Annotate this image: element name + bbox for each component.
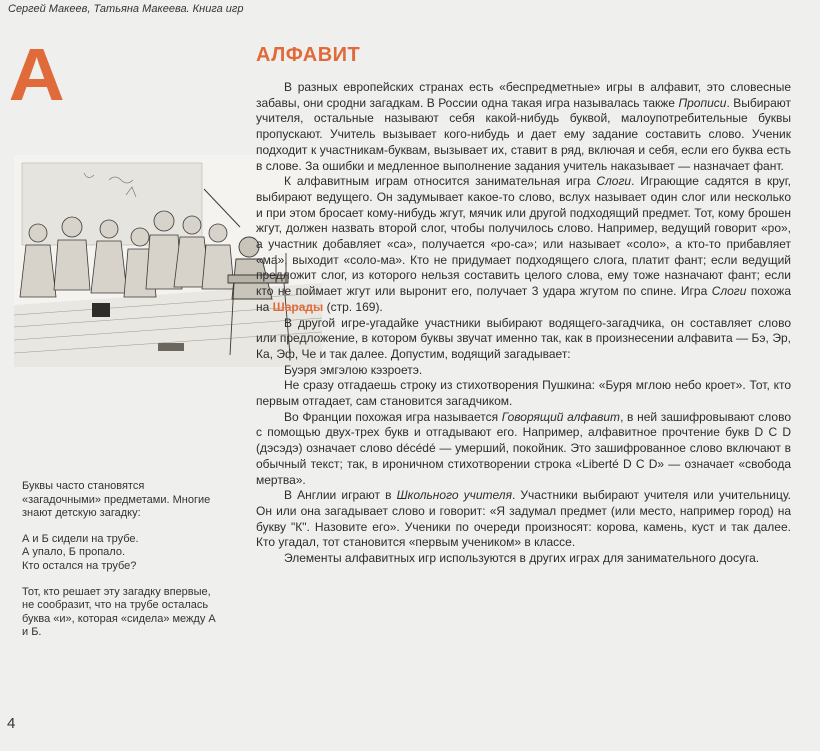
- paragraph: [256, 410, 791, 489]
- encoded-verse: Буэря эмгэлою кэзроетэ.: [284, 362, 423, 377]
- text: В разных европейских странах есть «беспредметные» игры в алфавит, это словесные забавы, они сродни загадкам. В России одна такая игра называлась также: [256, 80, 791, 110]
- emphasis: Слоги: [711, 284, 747, 299]
- text: . Выбирают учителя, остальные называют себя какой-нибудь буквой, малоупотребительные буквы пропускают. Учитель вызывает кого-нибудь и дает ему задание составить слово. Ученик подходит к участникам-буквам, вызывает их, ставит в ряд, включая и себя, если его буква есть в слове. За ошибки и медленное выполнение задания учитель наказывает — назначает фант.: [256, 95, 792, 173]
- text: В Англии играют в: [284, 488, 397, 503]
- emphasis: Школьного учителя: [396, 488, 512, 503]
- paragraph: [256, 488, 791, 551]
- riddle-line: А упало, Б пропало.: [22, 546, 125, 559]
- page-number: 4: [7, 715, 16, 732]
- riddle-line: А и Б сидели на трубе.: [22, 532, 139, 545]
- emphasis: Слоги: [596, 174, 632, 189]
- sidebar-intro: Буквы часто становятся «загадочными» предметами. Многие знают детскую загадку:: [22, 480, 211, 520]
- sidebar-outro: Тот, кто решает эту загадку впервые, не сообразит, что на трубе осталась буква «и», которая «сидела» между А и Б.: [22, 585, 216, 639]
- text: . Играющие садятся в круг, выбирают ведущего. Он задумывает какое-то слово, вслух называет один слог или несколько и при этом бросает кому-нибудь жгут, мячик или другой подходящий предмет. Тот, кому брошен жгут, должен назвать второй слог, чтобы получилось слово. Например, ведущий говорит «ро», а участник добавляет «са», получается «ро-са»; или называет «соло», а кто-то прибавляет «ма», выходит «соло-ма». Кто не придумает подходящего слога, платит фант; если ведущий предложит слог, из которого нельзя составить целого слова, ему тоже назначают фант; если кто не поймает жгут или выронит его, получает 3 удара жгутом по спине. Игра: [256, 174, 791, 299]
- riddle-line: Кто остался на трубе?: [22, 559, 137, 572]
- text: К алфавитным играм относится занимательная игра: [284, 174, 597, 189]
- paragraph: [256, 174, 791, 315]
- running-head: Сергей Макеев, Татьяна Макеева. Книга игр: [8, 3, 244, 15]
- emphasis: Говорящий алфавит: [501, 409, 621, 424]
- emphasis: Прописи: [678, 95, 727, 110]
- paragraph: В другой игре-угадайке участники выбирают водящего-загадчика, он составляет слово или предложение, в котором буквы звучат именно так, как в произнесении алфавита — Бэ, Эр, Ка, Эф, Че и так далее. Допустим, водящий загадывает:: [256, 315, 791, 361]
- text: похожа на: [256, 284, 791, 314]
- cross-reference-link[interactable]: Шарады: [272, 299, 324, 314]
- paragraph: Элементы алфавитных игр используются в других играх для занимательного досуга.: [284, 551, 760, 566]
- paragraph: [256, 80, 791, 174]
- text: , в ней зашифровывают слово с помощью двух-трех букв и отгадывают его. Например, алфавитное прочтение букв D C D (дэсэдэ) означает слово décédé — умерший, покойник. Это зашифрованное слово включают в обычный текст; так, в ироничном стихотворении строка «Liberté D C D» — означает «свобода мертва».: [256, 409, 791, 487]
- text: . Участники выбирают учителя или учительницу. Он или она загадывает слово и говорит: «Я задумал предмет (или место, например город) на букву "К". Назовите его». Ученики по очереди произносят: корова, камень, куст и так далее. Кто угадал, тот становится «первым учеником» в классе.: [256, 488, 791, 550]
- text: (стр. 169).: [323, 299, 383, 314]
- article-body: [256, 80, 791, 567]
- paragraph: Не сразу отгадаешь строку из стихотворения Пушкина: «Буря мглою небо кроет». Тот, кто первым отгадает, сам становится загадчиком.: [256, 378, 791, 409]
- text: Во Франции похожая игра называется: [284, 409, 502, 424]
- riddle: [22, 533, 222, 574]
- chapter-letter: А: [8, 33, 65, 116]
- section-title: АЛФАВИТ: [256, 44, 361, 66]
- sidebar-note: [22, 480, 222, 652]
